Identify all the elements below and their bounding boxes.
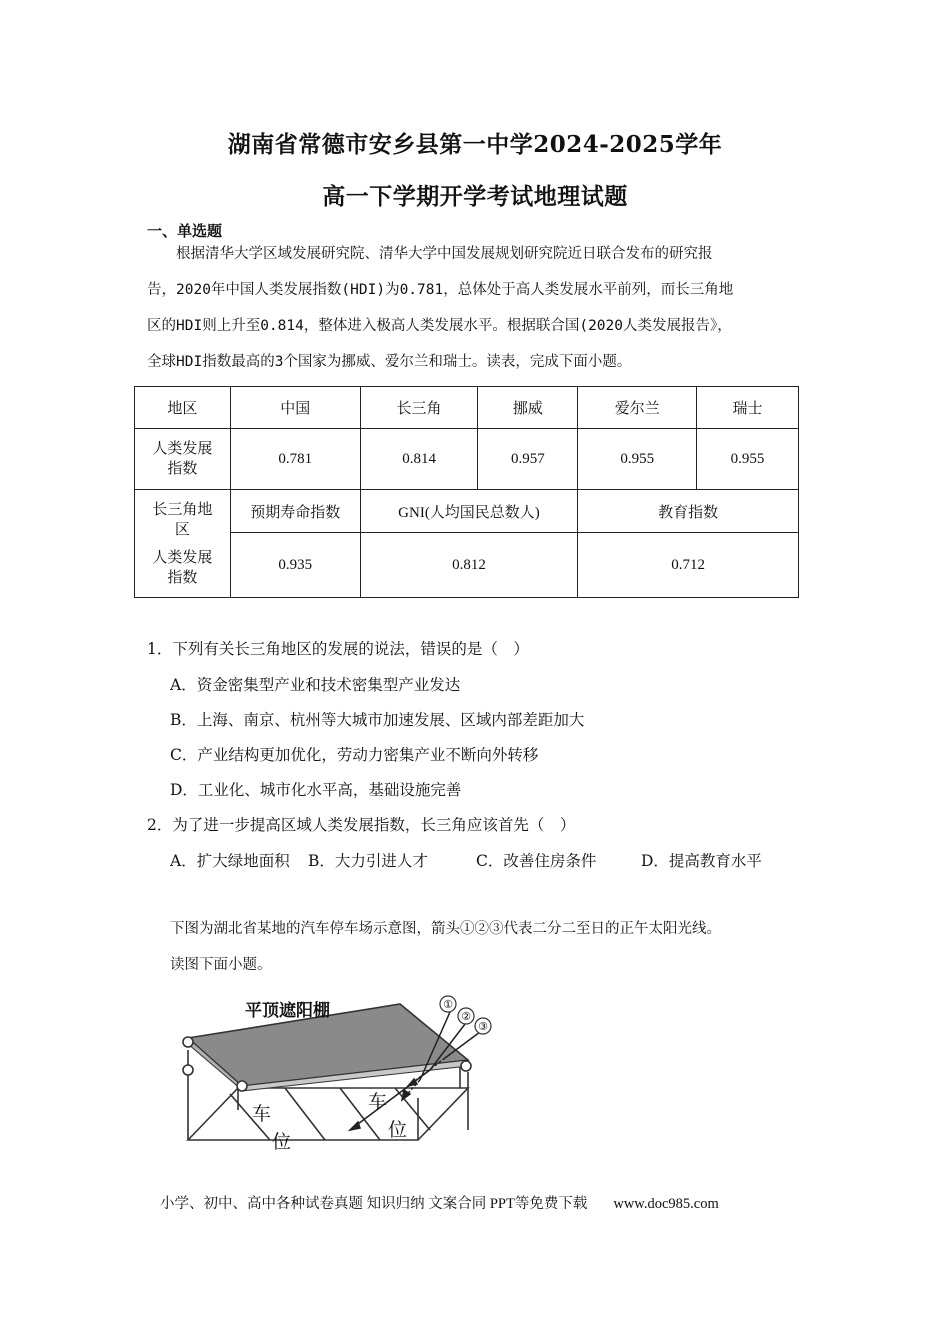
table-subheader-cell: 预期寿命指数 bbox=[230, 490, 360, 533]
table-cell: 0.957 bbox=[478, 429, 578, 490]
row-label-bottom: 人类发展指数 bbox=[152, 549, 213, 586]
question-2-option-a: A．扩大绿地面积 bbox=[170, 852, 290, 870]
section-heading: 一、单选题 bbox=[147, 222, 223, 240]
doc-title-line2: 高一下学期开学考试地理试题 bbox=[322, 183, 628, 210]
intro-line: 根据清华大学区域发展研究院、清华大学中国发展规划研究院近日联合发布的研究报 bbox=[147, 246, 713, 262]
parking-lot-figure bbox=[170, 990, 510, 1165]
row-label-top: 长三角地区 bbox=[152, 501, 213, 538]
question-1-option-b: B．上海、南京、杭州等大城市加速发展、区域内部差距加大 bbox=[170, 711, 585, 729]
figure-intro-line: 读图下面小题。 bbox=[170, 957, 272, 973]
table-row bbox=[135, 429, 799, 490]
table-header-cell: 瑞士 bbox=[697, 387, 799, 429]
figure-intro-line: 下图为湖北省某地的汽车停车场示意图，箭头①②③代表二分二至日的正午太阳光线。 bbox=[170, 921, 721, 937]
ground-outline bbox=[188, 1088, 468, 1140]
table-row bbox=[135, 490, 799, 533]
question-2-option-d: D．提高教育水平 bbox=[641, 852, 762, 870]
table-cell: 0.935 bbox=[230, 533, 360, 598]
intro-line: 区的HDI则上升至0.814，整体进入极高人类发展水平。根据联合国(2020人类发展报告》， bbox=[147, 318, 732, 334]
table-cell: 0.955 bbox=[697, 429, 799, 490]
table-subheader-cell: GNI(人均国民总数人) bbox=[360, 490, 578, 533]
page-footer bbox=[160, 1192, 719, 1213]
intro-line: 告，2020年中国人类发展指数(HDI)为0.781，总体处于高人类发展水平前列，而长三角地 bbox=[147, 282, 734, 298]
footer-text: 小学、初中、高中各种试卷真题 知识归纳 文案合同 PPT等免费下载 bbox=[160, 1196, 588, 1212]
question-1-stem: 1．下列有关长三角地区的发展的说法，错误的是（ ） bbox=[147, 640, 529, 658]
arrow-label-3: ③ bbox=[478, 1020, 488, 1033]
table-header-cell: 中国 bbox=[230, 387, 360, 429]
arrow-label-2: ② bbox=[461, 1010, 471, 1023]
question-1-option-c: C．产业结构更加优化，劳动力密集产业不断向外转移 bbox=[170, 746, 539, 764]
figure-intro bbox=[170, 911, 820, 983]
question-1-option-d: D．工业化、城市化水平高，基础设施完善 bbox=[170, 781, 462, 799]
table-header-cell: 地区 bbox=[135, 387, 231, 429]
table-header-cell: 挪威 bbox=[478, 387, 578, 429]
table-row-label bbox=[135, 490, 231, 598]
question-2-option-b: B．大力引进人才 bbox=[308, 852, 428, 870]
parking-spot-2-char-1: 车 bbox=[368, 1091, 388, 1113]
intro-line: 全球HDI指数最高的3个国家为挪威、爱尔兰和瑞士。读表，完成下面小题。 bbox=[147, 354, 632, 370]
table-cell: 0.955 bbox=[578, 429, 697, 490]
table-row-label: 人类发展指数 bbox=[135, 429, 231, 490]
parking-spot-2-char-2: 位 bbox=[388, 1119, 408, 1141]
intro-paragraph bbox=[147, 236, 807, 380]
hdi-table bbox=[134, 386, 799, 598]
table-cell: 0.712 bbox=[578, 533, 799, 598]
parking-spot-1-char-2: 位 bbox=[272, 1131, 292, 1153]
question-2-option-c: C．改善住房条件 bbox=[476, 852, 597, 870]
figure-label-roof: 平顶遮阳棚 bbox=[245, 1001, 330, 1021]
table-cell: 0.812 bbox=[360, 533, 578, 598]
table-subheader-cell: 教育指数 bbox=[578, 490, 799, 533]
doc-title-line1: 湖南省常德市安乡县第一中学2024-2025学年 bbox=[227, 131, 723, 158]
table-header-cell: 爱尔兰 bbox=[578, 387, 697, 429]
table-row bbox=[135, 387, 799, 429]
table-row bbox=[135, 533, 799, 598]
footer-url[interactable]: www.doc985.com bbox=[613, 1196, 719, 1212]
parking-spot-1-char-1: 车 bbox=[252, 1103, 272, 1125]
question-2-stem: 2．为了进一步提高区域人类发展指数，长三角应该首先（ ） bbox=[147, 816, 576, 834]
arrow-label-1: ① bbox=[443, 998, 453, 1011]
table-header-cell: 长三角 bbox=[360, 387, 478, 429]
question-1-option-a: A．资金密集型产业和技术密集型产业发达 bbox=[170, 676, 461, 694]
table-cell: 0.814 bbox=[360, 429, 478, 490]
table-cell: 0.781 bbox=[230, 429, 360, 490]
